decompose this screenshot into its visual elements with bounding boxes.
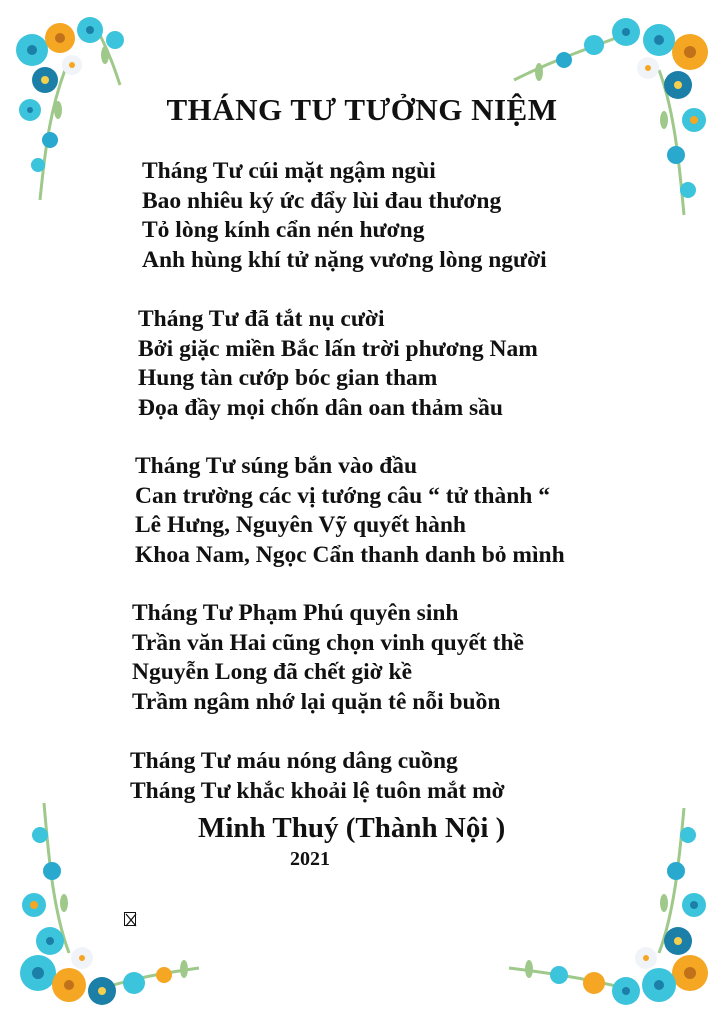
poem-line: Tháng Tư đã tắt nụ cười xyxy=(138,306,385,332)
poem-line: Tháng Tư Phạm Phú quyên sinh xyxy=(132,600,459,626)
stanza-2 xyxy=(138,305,538,423)
author-signature: Minh Thuý (Thành Nội ) xyxy=(198,812,506,844)
poem-line: Hung tàn cướp bóc gian tham xyxy=(138,365,438,391)
poem-line: Tháng Tư khắc khoải lệ tuôn mắt mờ xyxy=(130,777,505,804)
poem-line: Anh hùng khí tử nặng vương lòng người xyxy=(142,246,547,273)
poem-line: Lê Hưng, Nguyên Vỹ quyết hành xyxy=(135,512,466,538)
broken-image-icon xyxy=(124,912,136,926)
poem-line: Can trường các vị tướng câu “ tử thành “ xyxy=(135,482,550,509)
poem-line: Bao nhiêu ký ức đẩy lùi đau thương xyxy=(142,187,502,214)
poem-line: Khoa Nam, Ngọc Cẩn thanh danh bỏ mình xyxy=(135,541,565,568)
poem-line: Nguyễn Long đã chết giờ kề xyxy=(132,659,413,685)
stanza-4 xyxy=(132,599,524,717)
poem-line: Trần văn Hai cũng chọn vinh quyết thề xyxy=(132,629,524,656)
poem-line: Tháng Tư máu nóng dâng cuồng xyxy=(130,748,458,774)
poem-title: THÁNG TƯ TƯỞNG NIỆM xyxy=(166,92,558,127)
poem-line: Đọa đầy mọi chốn dân oan thảm sầu xyxy=(138,394,503,421)
flower-corner-bottom-left-icon xyxy=(14,795,204,1013)
stanza-3 xyxy=(135,452,565,570)
poem-line: Trầm ngâm nhớ lại quặn tê nỗi buồn xyxy=(132,688,501,715)
year-label: 2021 xyxy=(290,848,330,870)
poem-line: Tháng Tư súng bắn vào đầu xyxy=(135,453,418,479)
poem-line: Tỏ lòng kính cẩn nén hương xyxy=(142,217,425,243)
flower-corner-bottom-right-icon xyxy=(500,800,714,1013)
poem-line: Tháng Tư cúi mặt ngậm ngùi xyxy=(142,158,436,184)
stanza-1 xyxy=(142,157,547,275)
poem-line: Bởi giặc miền Bắc lấn trời phương Nam xyxy=(138,335,538,362)
stanza-5 xyxy=(130,747,505,806)
